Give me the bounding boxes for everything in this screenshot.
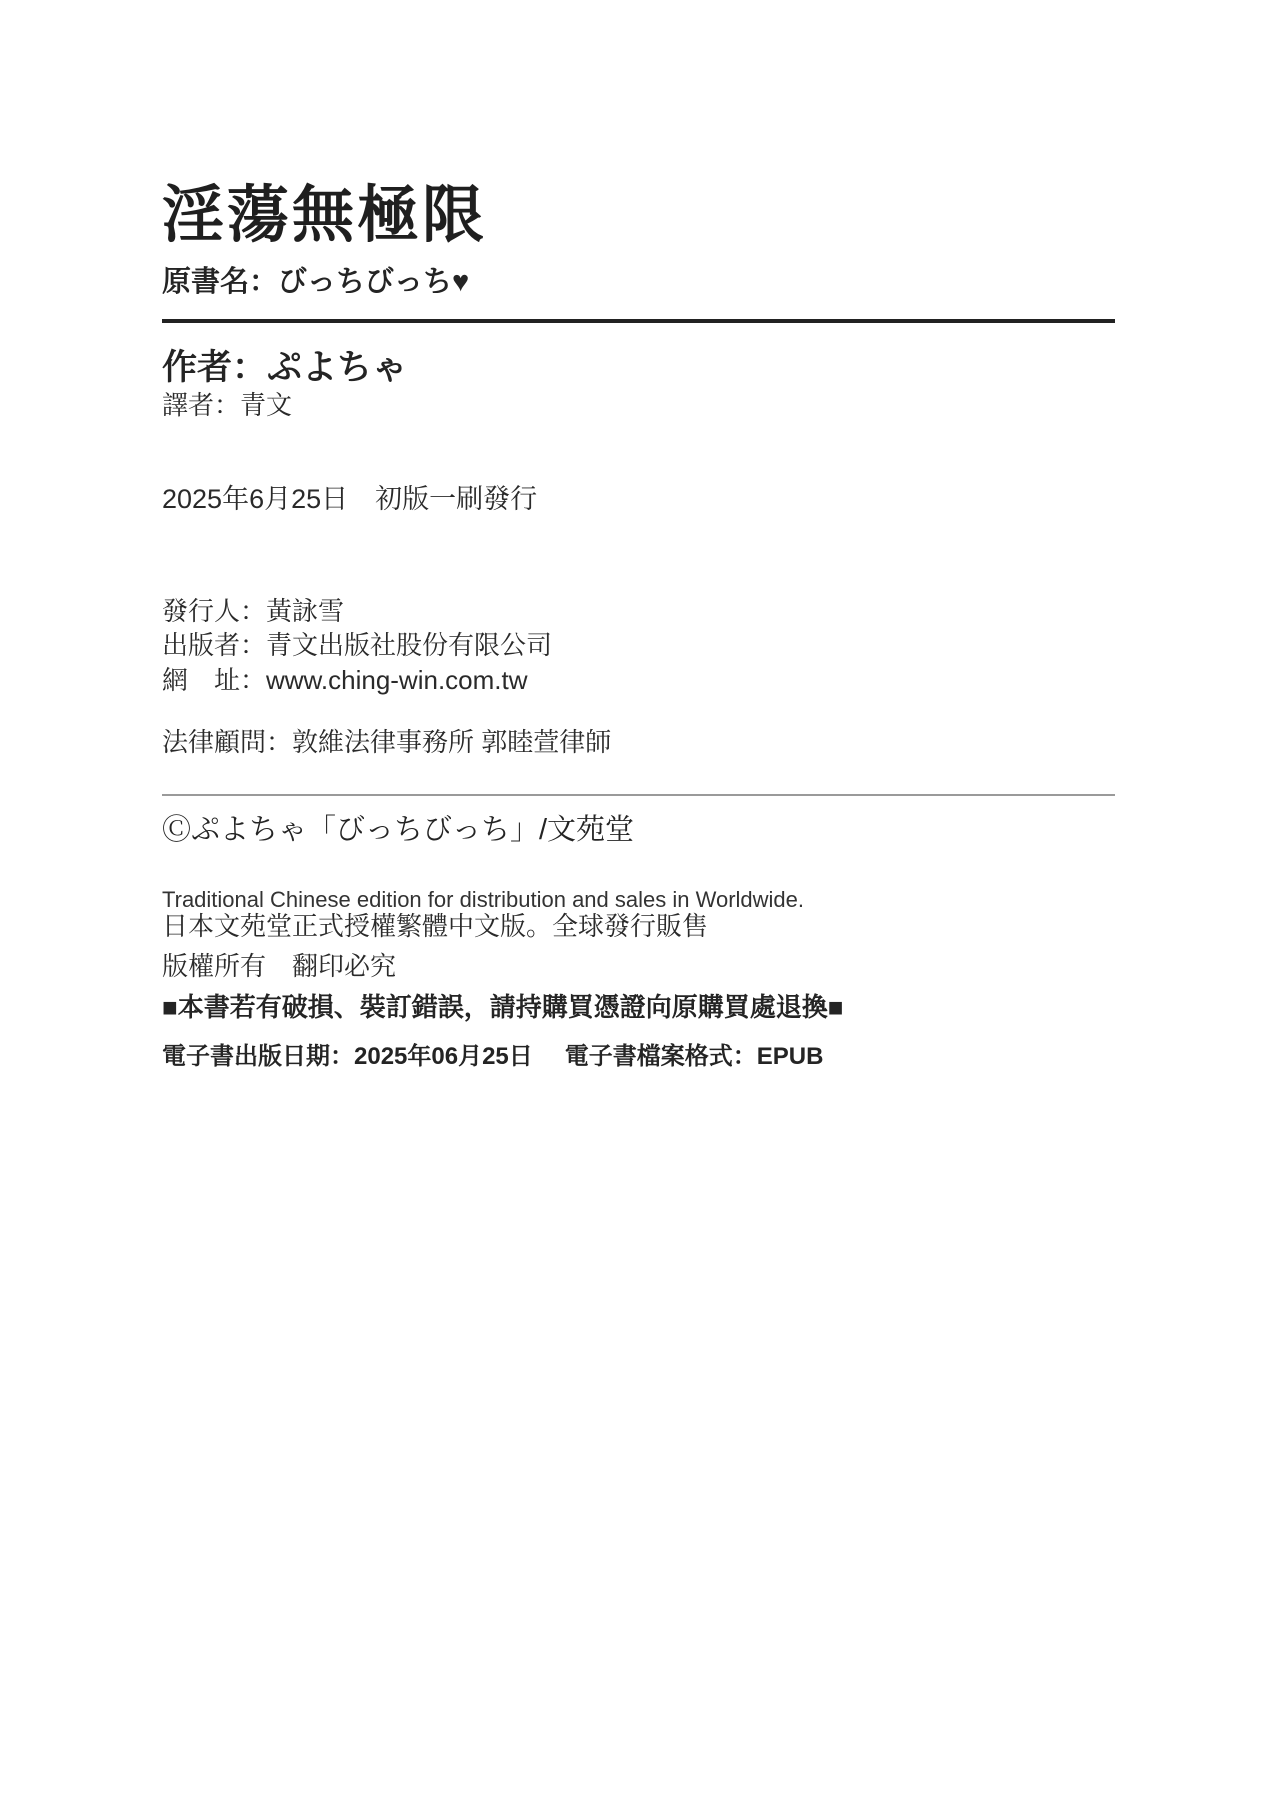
original-title-line: 原書名：びっちびっち♥ [162,266,470,298]
issuer-line: 發行人：黃詠雪 [162,596,345,626]
website-line: 網 址：www.ching-win.com.tw [162,665,528,695]
divider-thick [162,319,1115,323]
damage-return-notice: ■本書若有破損、裝訂錯誤，請持購買憑證向原購買處退換■ [162,992,844,1022]
ebook-file-format: 電子書檔案格式：EPUB [564,1043,824,1070]
legal-advisor-line: 法律顧問：敦維法律事務所 郭睦萱律師 [162,727,612,757]
rights-reserved-line: 版權所有 翻印必究 [162,951,397,981]
ebook-info-row [162,1036,823,1071]
ebook-publish-date: 電子書出版日期：2025年06月25日 [162,1043,533,1070]
divider-thin [162,794,1115,796]
publisher-line: 出版者：青文出版社股份有限公司 [162,630,553,660]
chinese-license-notice: 日本文苑堂正式授權繁體中文版。全球發行販售 [162,911,709,941]
english-distribution-notice: Traditional Chinese edition for distribution and sales in Worldwide. [162,887,805,912]
author-line: 作者：ぷよちゃ [162,348,408,387]
copyright-line: Ⓒぷよちゃ「びっちびっち」/文苑堂 [162,814,635,846]
translator-line: 譯者：青文 [162,390,293,420]
edition-date-line: 2025年6月25日 初版一刷發行 [162,484,538,514]
page-title: 淫蕩無極限 [162,181,488,250]
